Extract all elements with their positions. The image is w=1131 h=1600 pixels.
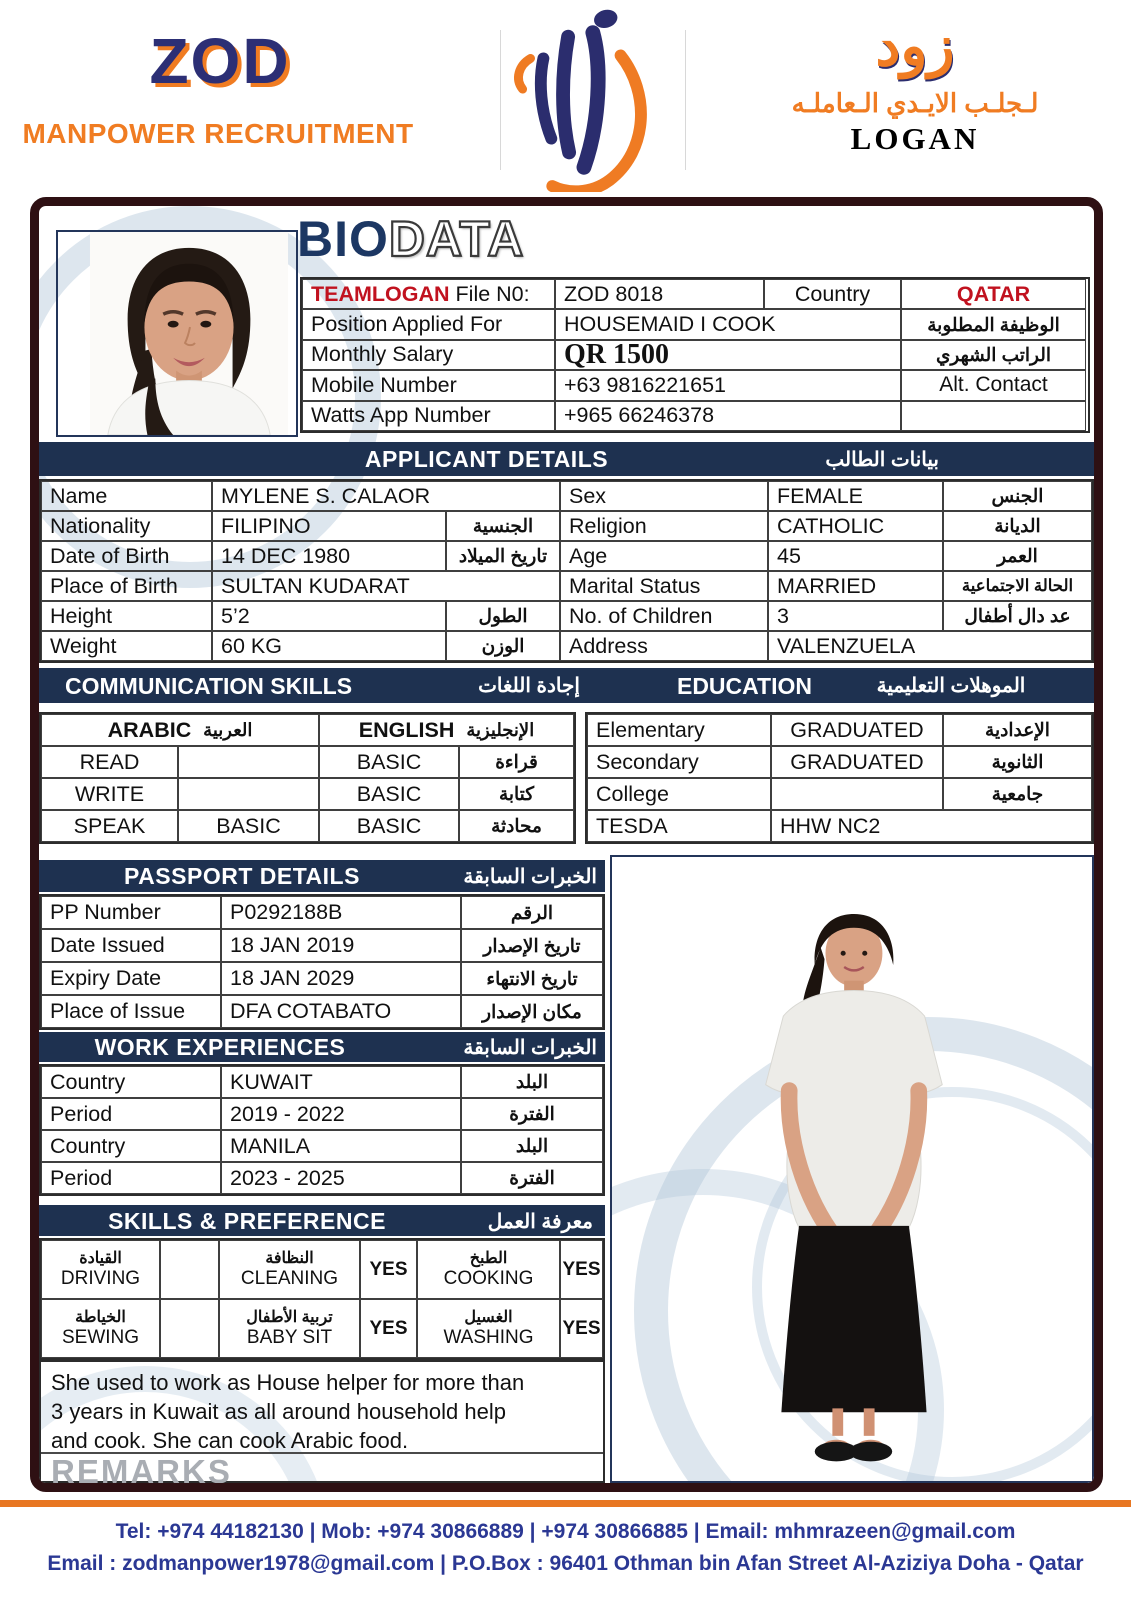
page-title [297, 210, 524, 268]
field-value: 18 JAN 2019 [221, 929, 461, 962]
footer-contact-line1: Tel: +974 44182130 | Mob: +974 30866889 | +974 30866885 | Email: mhmrazeen@gmail.com [115, 1520, 1016, 1543]
section-title-arabic: الخبرات السابقة [463, 866, 597, 888]
field-label: Sex [560, 481, 768, 511]
skill-arabic: الغسيل [464, 1308, 513, 1326]
field-label: PP Number [41, 896, 221, 929]
field-note [901, 401, 1086, 431]
skill-cell [41, 1240, 160, 1299]
education-note: الثانوية [943, 746, 1092, 778]
field-label: Religion [560, 511, 768, 541]
file-brand: TEAMLOGAN [311, 281, 450, 306]
skill-arabic-level [178, 746, 319, 778]
summary-table [300, 277, 1090, 433]
skill-cell [219, 1240, 360, 1299]
passport-details-table [39, 894, 605, 1030]
skill-label: WRITE [41, 778, 178, 810]
field-value: HOUSEMAID I COOK [555, 309, 901, 339]
headshot-image [84, 232, 294, 435]
skill-answer: YES [560, 1299, 603, 1358]
work-experiences-table [39, 1064, 605, 1196]
applicant-headshot-photo [56, 230, 298, 437]
field-note: الجنس [943, 481, 1092, 511]
remarks-section [39, 1360, 605, 1490]
skill-english-level: BASIC [319, 778, 459, 810]
skills-preference-table [39, 1238, 605, 1360]
field-value: 60 KG [212, 631, 446, 661]
field-label: Country [41, 1066, 221, 1098]
education-value: GRADUATED [771, 746, 943, 778]
skill-label: SPEAK [41, 810, 178, 842]
field-note: الجنسية [446, 511, 560, 541]
education-level: College [587, 778, 771, 810]
field-label: Period [41, 1098, 221, 1130]
skill-cell [219, 1299, 360, 1358]
field-value: FILIPINO [212, 511, 446, 541]
country-label: Country [764, 279, 901, 309]
field-label: Date of Birth [41, 541, 212, 571]
skill-arabic-level [178, 778, 319, 810]
field-value: 45 [768, 541, 943, 571]
field-note: الفترة [461, 1098, 603, 1130]
brand-latin-name: LOGAN [850, 121, 980, 156]
section-title-arabic: الخبرات السابقة [463, 1037, 597, 1059]
remarks-line: She used to work as House helper for more than [51, 1370, 525, 1395]
field-note: الوزن [446, 631, 560, 661]
language-header-english [319, 714, 574, 746]
section-title-arabic: معرفة العمل [487, 1211, 593, 1233]
section-header-skills-preference [39, 1205, 605, 1236]
education-value: HHW NC2 [771, 810, 1092, 842]
field-note: العمر [943, 541, 1092, 571]
field-value: MYLENE S. CALAOR [212, 481, 560, 511]
field-note: الوظيفة المطلوبة [901, 309, 1086, 339]
file-label: File N0: [455, 281, 530, 306]
header-arabic-ar: العربية [203, 719, 253, 740]
field-value: MARRIED [768, 571, 943, 601]
brand-arabic-name: زود [875, 14, 955, 77]
section-title: SKILLS & PREFERENCE [108, 1208, 386, 1234]
field-label: Position Applied For [302, 309, 555, 339]
field-value: 18 JAN 2029 [221, 962, 461, 995]
field-note: تاريخ الإصدار [461, 929, 603, 962]
section-title: WORK EXPERIENCES [94, 1034, 346, 1060]
education-value [771, 778, 943, 810]
agency-logo-icon [478, 4, 682, 192]
skill-english: BABY SIT [246, 1326, 333, 1348]
field-note: البلد [461, 1066, 603, 1098]
skill-answer: YES [360, 1240, 417, 1299]
page-title-bio: BIO [297, 211, 389, 267]
skill-label: READ [41, 746, 178, 778]
education-table [585, 712, 1094, 844]
field-note: الرقم [461, 896, 603, 929]
skill-answer [160, 1299, 219, 1358]
field-note: الحالة الاجتماعية [943, 571, 1092, 601]
skill-english: WASHING [443, 1326, 534, 1348]
education-level: Elementary [587, 714, 771, 746]
brand-arabic-block [730, 14, 1100, 157]
skill-note: محادثة [459, 810, 574, 842]
education-level: TESDA [587, 810, 771, 842]
field-value: 14 DEC 1980 [212, 541, 446, 571]
field-label: Expiry Date [41, 962, 221, 995]
skill-arabic: الخياطة [75, 1308, 126, 1326]
skill-note: كتابة [459, 778, 574, 810]
field-value: QR 1500 [555, 340, 901, 370]
field-label: Address [560, 631, 768, 661]
brand-subtitle: MANPOWER RECRUITMENT [22, 118, 414, 149]
field-label: Marital Status [560, 571, 768, 601]
footer-contact-line2: Email : zodmanpower1978@gmail.com | P.O.Box : 96401 Othman bin Afan Street Al-Aziziya Doha - Qatar [47, 1552, 1084, 1575]
skill-answer: YES [360, 1299, 417, 1358]
section-header-applicant-details [39, 442, 1094, 476]
field-label: Monthly Salary [302, 340, 555, 370]
field-label: Place of Birth [41, 571, 212, 601]
skill-arabic: الطبخ [469, 1249, 508, 1267]
skill-english: SEWING [61, 1326, 140, 1348]
remarks-text [41, 1364, 603, 1459]
skill-arabic: تربية الأطفال [246, 1308, 333, 1326]
field-label: Period [41, 1162, 221, 1194]
skill-answer: YES [560, 1240, 603, 1299]
field-label: Place of Issue [41, 995, 221, 1028]
skill-english: COOKING [443, 1267, 534, 1289]
brand-name: ZOD [149, 25, 291, 97]
field-value: +63 9816221651 [555, 370, 901, 400]
skill-answer [160, 1240, 219, 1299]
field-label: Name [41, 481, 212, 511]
field-value: CATHOLIC [768, 511, 943, 541]
field-note: تاريخ الانتهاء [461, 962, 603, 995]
field-label: Mobile Number [302, 370, 555, 400]
section-title-arabic: بيانات الطالب [825, 449, 939, 471]
applicant-fullbody-photo [610, 855, 1094, 1483]
field-note: تاريخ الميلاد [446, 541, 560, 571]
field-label: Country [41, 1130, 221, 1162]
skill-cell [417, 1299, 560, 1358]
field-value: 5’2 [212, 601, 446, 631]
field-label: Watts App Number [302, 401, 555, 431]
education-note: الإعدادية [943, 714, 1092, 746]
section-title-communication: COMMUNICATION SKILLS [65, 673, 353, 699]
header-english: ENGLISH [358, 717, 455, 742]
file-number-label [302, 279, 555, 309]
field-value: KUWAIT [221, 1066, 461, 1098]
language-header-arabic [41, 714, 319, 746]
field-label: Weight [41, 631, 212, 661]
country-value: QATAR [901, 279, 1086, 309]
field-value: 3 [768, 601, 943, 631]
header-divider [685, 30, 686, 170]
page-title-data: DATA [388, 211, 525, 267]
field-value: 2023 - 2025 [221, 1162, 461, 1194]
section-title: APPLICANT DETAILS [364, 446, 609, 472]
remarks-line: 3 years in Kuwait as all around household help [51, 1399, 506, 1425]
field-value: MANILA [221, 1130, 461, 1162]
skill-cell [417, 1240, 560, 1299]
biodata-sheet [30, 197, 1103, 1492]
header-english-ar: الإنجليزية [466, 719, 535, 740]
applicant-details-table [39, 479, 1094, 663]
field-value: P0292188B [221, 896, 461, 929]
skill-arabic-level: BASIC [178, 810, 319, 842]
section-title-communication-arabic: إجادة اللغات [478, 675, 580, 697]
field-note: الراتب الشهري [901, 340, 1086, 370]
field-note: الطول [446, 601, 560, 631]
communication-skills-table [39, 712, 576, 844]
section-header-passport-details [39, 860, 605, 892]
section-title-education: EDUCATION [676, 673, 812, 699]
skill-arabic: النظافة [265, 1249, 314, 1267]
remarks-line: and cook. She can cook Arabic food. [51, 1428, 409, 1454]
field-label: Height [41, 601, 212, 631]
field-note: الديانة [943, 511, 1092, 541]
section-header-work-experiences [39, 1032, 605, 1062]
field-label: Date Issued [41, 929, 221, 962]
field-value: FEMALE [768, 481, 943, 511]
field-note: البلد [461, 1130, 603, 1162]
brand-arabic-tagline: لـجلـب الايـدي الـعاملـه [791, 88, 1039, 118]
field-label: Nationality [41, 511, 212, 541]
education-level: Secondary [587, 746, 771, 778]
skill-english-level: BASIC [319, 810, 459, 842]
section-header-communication-education [39, 668, 1094, 703]
field-value: 2019 - 2022 [221, 1098, 461, 1130]
skill-english-level: BASIC [319, 746, 459, 778]
field-value: +965 66246378 [555, 401, 901, 431]
skill-english: DRIVING [60, 1267, 141, 1289]
remarks-label: REMARKS [51, 1453, 232, 1490]
field-note: عد دال أطفال [943, 601, 1092, 631]
fullbody-image [612, 863, 1092, 1479]
field-label: Age [560, 541, 768, 571]
field-value: SULTAN KUDARAT [212, 571, 560, 601]
field-label: No. of Children [560, 601, 768, 631]
skill-english: CLEANING [240, 1267, 339, 1289]
header-arabic: ARABIC [107, 717, 192, 742]
field-value: VALENZUELA [768, 631, 1092, 661]
section-title-education-arabic: الموهلات التعليمية [876, 675, 1026, 697]
skill-cell [41, 1299, 160, 1358]
field-note: الفترة [461, 1162, 603, 1194]
section-title: PASSPORT DETAILS [124, 863, 360, 889]
footer-accent-rule [0, 1500, 1131, 1507]
field-note: مكان الإصدار [461, 995, 603, 1028]
field-value: DFA COTABATO [221, 995, 461, 1028]
skill-arabic: القيادة [79, 1249, 122, 1267]
education-value: GRADUATED [771, 714, 943, 746]
education-note: جامعية [943, 778, 1092, 810]
field-note: Alt. Contact [901, 370, 1086, 400]
file-number-value: ZOD 8018 [555, 279, 764, 309]
skill-note: قراءة [459, 746, 574, 778]
